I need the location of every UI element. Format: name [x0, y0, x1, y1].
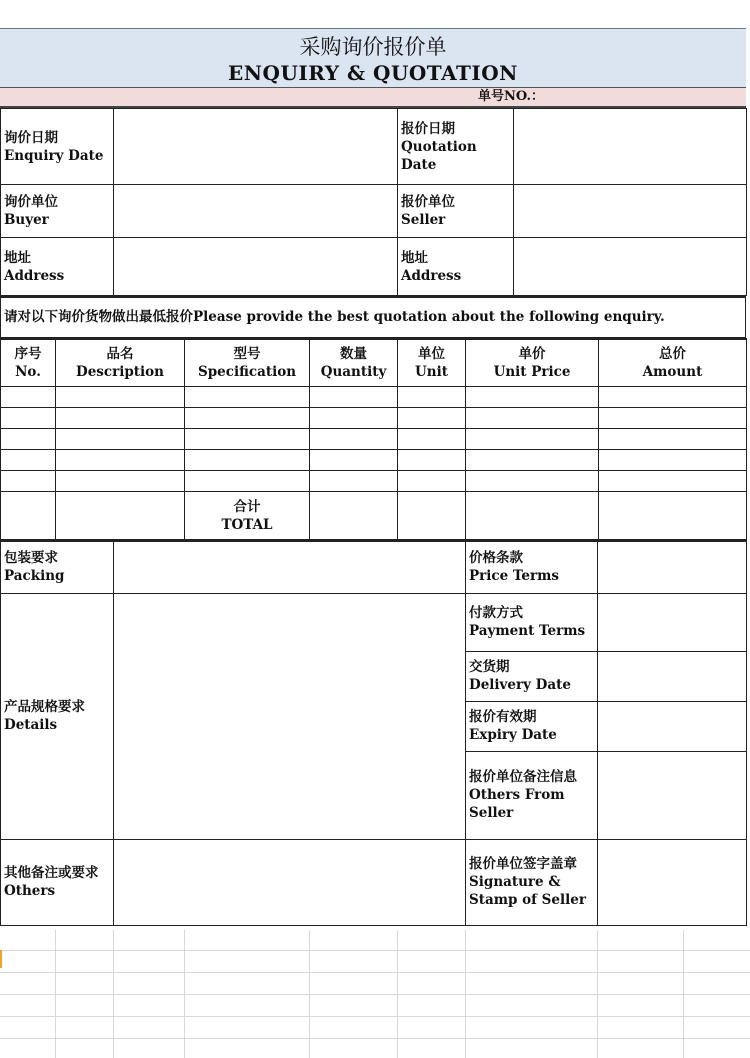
col-description: 品名 Description [56, 339, 185, 387]
payment-terms-cell[interactable] [598, 593, 747, 651]
table-cell[interactable] [310, 429, 398, 450]
signature-label: 报价单位签字盖章 Signature & Stamp of Seller [466, 839, 598, 925]
seller-label: 报价单位 Seller [398, 185, 514, 238]
table-row [1, 450, 747, 471]
table-cell[interactable] [56, 408, 185, 429]
col-amount: 总价 Amount [599, 339, 747, 387]
total-row [1, 492, 747, 540]
col-unit-price: 单价 Unit Price [466, 339, 599, 387]
title-english: ENQUIRY & QUOTATION [228, 61, 518, 85]
table-cell[interactable] [185, 471, 310, 492]
table-cell[interactable] [310, 471, 398, 492]
table-cell[interactable] [398, 450, 466, 471]
spreadsheet-gridlines [0, 930, 750, 1058]
quotation-date-cell[interactable] [514, 109, 747, 185]
info-row-date [1, 109, 747, 185]
payment-terms-label: 付款方式 Payment Terms [466, 593, 598, 651]
table-row [1, 387, 747, 408]
total-amount-cell[interactable] [599, 492, 747, 540]
table-cell[interactable] [398, 492, 466, 540]
table-cell[interactable] [466, 429, 599, 450]
table-cell[interactable] [56, 429, 185, 450]
quotation-date-label: 报价日期 Quotation Date [398, 109, 514, 185]
delivery-date-label: 交货期 Delivery Date [466, 651, 598, 701]
info-row-party [1, 185, 747, 238]
table-cell[interactable] [1, 471, 56, 492]
cell-selection-marker [0, 950, 2, 968]
table-cell[interactable] [1, 429, 56, 450]
table-cell[interactable] [398, 471, 466, 492]
col-quantity: 数量 Quantity [310, 339, 398, 387]
signature-cell[interactable] [598, 839, 747, 925]
info-table [0, 108, 747, 296]
buyer-cell[interactable] [114, 185, 398, 238]
buyer-address-label: 地址 Address [1, 238, 114, 296]
seller-address-label: 地址 Address [398, 238, 514, 296]
table-cell[interactable] [398, 429, 466, 450]
table-cell[interactable] [466, 492, 599, 540]
packing-cell[interactable] [114, 541, 466, 593]
table-cell[interactable] [466, 387, 599, 408]
terms-table [0, 540, 747, 926]
table-cell[interactable] [1, 408, 56, 429]
col-no: 序号 No. [1, 339, 56, 387]
packing-label: 包装要求 Packing [1, 541, 114, 593]
table-cell[interactable] [310, 408, 398, 429]
enquiry-quotation-form [0, 28, 746, 926]
info-row-address [1, 238, 747, 296]
table-cell[interactable] [599, 387, 747, 408]
col-specification: 型号 Specification [185, 339, 310, 387]
request-note-table [0, 296, 746, 338]
table-cell[interactable] [599, 471, 747, 492]
title-chinese: 采购询价报价单 [299, 35, 447, 59]
table-cell[interactable] [56, 492, 185, 540]
table-cell[interactable] [185, 387, 310, 408]
table-cell[interactable] [310, 387, 398, 408]
table-row [1, 471, 747, 492]
delivery-date-cell[interactable] [598, 651, 747, 701]
order-number-label: 单号NO.： [478, 89, 544, 104]
details-cell[interactable] [114, 593, 466, 839]
table-cell[interactable] [599, 429, 747, 450]
price-terms-label: 价格条款 Price Terms [466, 541, 598, 593]
expiry-date-label: 报价有效期 Expiry Date [466, 701, 598, 751]
enquiry-date-label: 询价日期 Enquiry Date [1, 109, 114, 185]
items-header-row [1, 339, 747, 387]
table-cell[interactable] [310, 450, 398, 471]
col-unit: 单位 Unit [398, 339, 466, 387]
others-label: 其他备注或要求 Others [1, 839, 114, 925]
enquiry-date-cell[interactable] [114, 109, 398, 185]
others-from-seller-cell[interactable] [598, 751, 747, 839]
buyer-label: 询价单位 Buyer [1, 185, 114, 238]
table-cell[interactable] [466, 450, 599, 471]
details-label: 产品规格要求 Details [1, 593, 114, 839]
table-cell[interactable] [185, 429, 310, 450]
table-cell[interactable] [56, 387, 185, 408]
table-cell[interactable] [466, 408, 599, 429]
table-row [1, 429, 747, 450]
table-cell[interactable] [1, 492, 56, 540]
title-block [0, 28, 746, 88]
table-cell[interactable] [466, 471, 599, 492]
expiry-date-cell[interactable] [598, 701, 747, 751]
buyer-address-cell[interactable] [114, 238, 398, 296]
others-cell[interactable] [114, 839, 466, 925]
table-cell[interactable] [398, 387, 466, 408]
table-cell[interactable] [1, 450, 56, 471]
table-row [1, 408, 747, 429]
total-label: 合计 TOTAL [185, 492, 310, 540]
request-note: 请对以下询价货物做出最低报价Please provide the best quotation about the following enquiry. [1, 297, 746, 337]
table-cell[interactable] [56, 450, 185, 471]
seller-address-cell[interactable] [514, 238, 747, 296]
total-quantity-cell[interactable] [310, 492, 398, 540]
items-table [0, 338, 747, 541]
table-cell[interactable] [398, 408, 466, 429]
order-number-row [0, 88, 746, 108]
table-cell[interactable] [185, 408, 310, 429]
others-from-seller-label: 报价单位备注信息 Others From Seller [466, 751, 598, 839]
table-cell[interactable] [599, 408, 747, 429]
table-cell[interactable] [1, 387, 56, 408]
table-cell[interactable] [599, 450, 747, 471]
price-terms-cell[interactable] [598, 541, 747, 593]
table-cell[interactable] [185, 450, 310, 471]
table-cell[interactable] [56, 471, 185, 492]
seller-cell[interactable] [514, 185, 747, 238]
